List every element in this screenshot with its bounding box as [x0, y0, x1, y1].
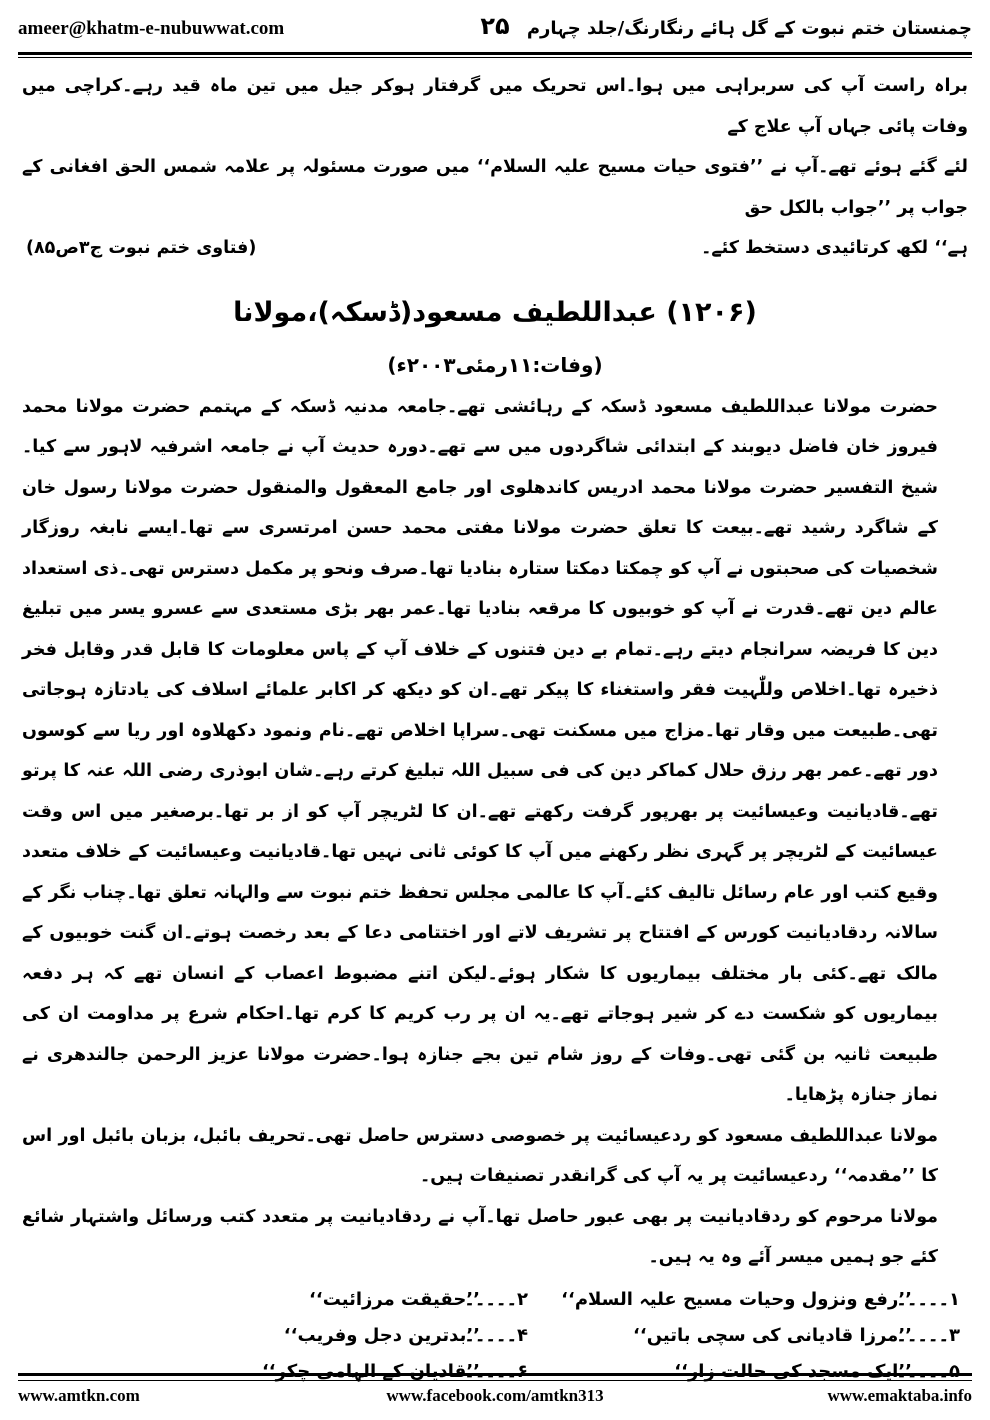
intro-line: براہ راست آپ کی سربراہی میں ہوا۔اس تحریک میں گرفتار ہوکر جیل میں تین ماہ قید رہے۔کراچی میں وفات پائی جہاں آپ علاج کے [22, 76, 968, 137]
header-email[interactable]: ameer@khatm-e-nubuwwat.com [18, 18, 285, 39]
entry-death-date: (وفات:۱۱رمئی۲۰۰۳ء) [387, 352, 603, 377]
page-content [22, 66, 968, 1382]
book-row [22, 1316, 968, 1352]
book-item: ۴۔۔۔۔۔’’بدترین دجل وفریب‘‘ [283, 1324, 528, 1346]
footer-link-emaktaba[interactable]: www.emaktaba.info [827, 1386, 972, 1405]
footer-link-amtkn[interactable]: www.amtkn.com [18, 1386, 140, 1405]
body-paragraph: مولانا مرحوم کو ردقادیانیت پر بھی عبور حاصل تھا۔آپ نے ردقادیانیت پر متعدد کتب ورسائل واشتہار شائع کئے جو ہمیں میسر آئے وہ یہ ہیں۔ [22, 1206, 938, 1267]
book-row [22, 1280, 968, 1316]
book-item: ۶۔۔۔۔۔’’قادیان کے الہامی چکر‘‘ [261, 1360, 528, 1382]
header-rule-thin [18, 57, 972, 58]
book-item: ۵۔۔۔۔۔’’ایک مسجد کی حالت زار‘‘ [674, 1360, 960, 1382]
book-row [22, 1352, 968, 1388]
reference-citation: (فتاوی ختم نبوت ج۳ص۸۵) [26, 238, 257, 258]
page-footer [18, 1386, 972, 1412]
entry-heading: (۱۲۰۶) عبداللطیف مسعود(ڈسکہ)،مولانا [233, 296, 757, 328]
book-list [22, 1280, 968, 1388]
body-paragraph: حضرت مولانا عبداللطیف مسعود ڈسکہ کے رہائشی تھے۔جامعہ مدنیہ ڈسکہ کے مہتمم حضرت مولانا محمد فیروز خان فاضل دیوبند کے ابتدائی شاگردوں میں سے تھے۔دورہ حدیث آپ نے جامعہ اشرفیہ لاہور سے کیا۔شیخ التفسیر حضرت مولانا محمد ادریس کاندھلوی اور جامع المعقول والمنقول حضرت مولانا رسول خان کے شاگرد رشید تھے۔بیعت کا تعلق حضرت مولانا مفتی محمد حسن امرتسری سے تھا۔ایسے نابغہ روزگار شخصیات کی صحبتوں نے آپ کو چمکتا دمکتا ستارہ بنادیا تھا۔صرف ونحو پر مکمل دسترس تھی۔ذی استعداد عالم دین تھے۔قدرت نے آپ کو خوبیوں کا مرقعہ بنادیا تھا۔عمر بھر بڑی مستعدی سے عسرو یسر میں تبلیغ دین کا فریضہ سرانجام دیتے رہے۔تمام بے دین فتنوں کے خلاف آپ کے پاس معلومات کا قابل قدر وقابل فخر ذخیرہ تھا۔اخلاص وللّٰہیت فقر واستغناء کا پیکر تھے۔ان کو دیکھ کر اکابر علمائے اسلاف کی یادتازہ ہوجاتی تھی۔طبیعت میں وقار تھا۔مزاج میں مسکنت تھی۔سراپا اخلاص تھے۔نام ونمود دکھلاوہ اور ریا سے کوسوں دور تھے۔عمر بھر رزق حلال کماکر دین کی فی سبیل اللہ تبلیغ کرتے رہے۔شان ابوذری رضی اللہ عنہ کا پرتو تھے۔قادیانیت وعیسائیت پر بھرپور گرفت رکھتے تھے۔ان کا لٹریچر آپ کو از بر تھا۔برصغیر میں اس وقت عیسائیت کے لٹریچر پر گہری نظر رکھنے میں آپ کا کوئی ثانی نہیں تھا۔قادیانیت وعیسائیت کے خلاف متعدد وقیع کتب اور عام رسائل تالیف کئے۔آپ کا عالمی مجلس تحفظ ختم نبوت سے والہانہ تعلق تھا۔چناب نگر کے سالانہ ردقادیانیت کورس کے افتتاح پر تشریف لاتے اور اختتامی دعا کے بعد رخصت ہوتے۔ان گنت خوبیوں کے مالک تھے۔کئی بار مختلف بیماریوں کا شکار ہوئے۔لیکن اتنے مضبوط اعصاب کے انسان تھے کہ ہر دفعہ بیماریوں کو شکست دے کر شیر ہوجاتے تھے۔یہ ان پر رب کریم کا کرم تھا۔احکام شرع پر مداومت ان کی طبیعت ثانیہ بن گئی تھی۔وفات کے روز شام تین بجے جنازہ ہوا۔حضرت مولانا عزیز الرحمن جالندھری نے نماز جنازہ پڑھایا۔ [22, 396, 938, 1105]
page-header [18, 8, 972, 50]
footer-link-facebook[interactable]: www.facebook.com/amtkn313 [386, 1386, 604, 1405]
intro-last-text: ہے‘‘ لکھ کرتائیدی دستخط کئے۔ [701, 238, 968, 258]
footer-rule-thin [18, 1380, 972, 1381]
intro-ref-line [22, 228, 968, 269]
book-item: ۳۔۔۔۔۔’’مرزا قادیانی کی سچی باتیں‘‘ [633, 1324, 960, 1346]
book-item: ۲۔۔۔۔۔’’حقیقت مرزائیت‘‘ [309, 1288, 528, 1310]
page-number: ۲۵ [480, 12, 510, 40]
intro-line: لئے گئے ہوئے تھے۔آپ نے ’’فتوی حیات مسیح علیہ السلام‘‘ میں صورت مسئولہ پر علامہ شمس الحق افغانی کے جواب پر ’’جواب بالکل حق [22, 157, 968, 218]
body-paragraph: مولانا عبداللطیف مسعود کو ردعیسائیت پر خصوصی دسترس حاصل تھی۔تحریف بائبل، بزبان بائبل اور اس کا ’’مقدمہ‘‘ ردعیسائیت پر یہ آپ کی گرانقدر تصنیفات ہیں۔ [22, 1125, 938, 1186]
footer-rule [18, 1373, 972, 1376]
book-item: ۱۔۔۔۔۔’’رفع ونزول وحیات مسیح علیہ السلام‘‘ [561, 1288, 960, 1310]
header-rule [18, 52, 972, 55]
book-title: چمنستان ختم نبوت کے گل ہائے رنگارنگ/جلد چہارم [526, 18, 972, 39]
